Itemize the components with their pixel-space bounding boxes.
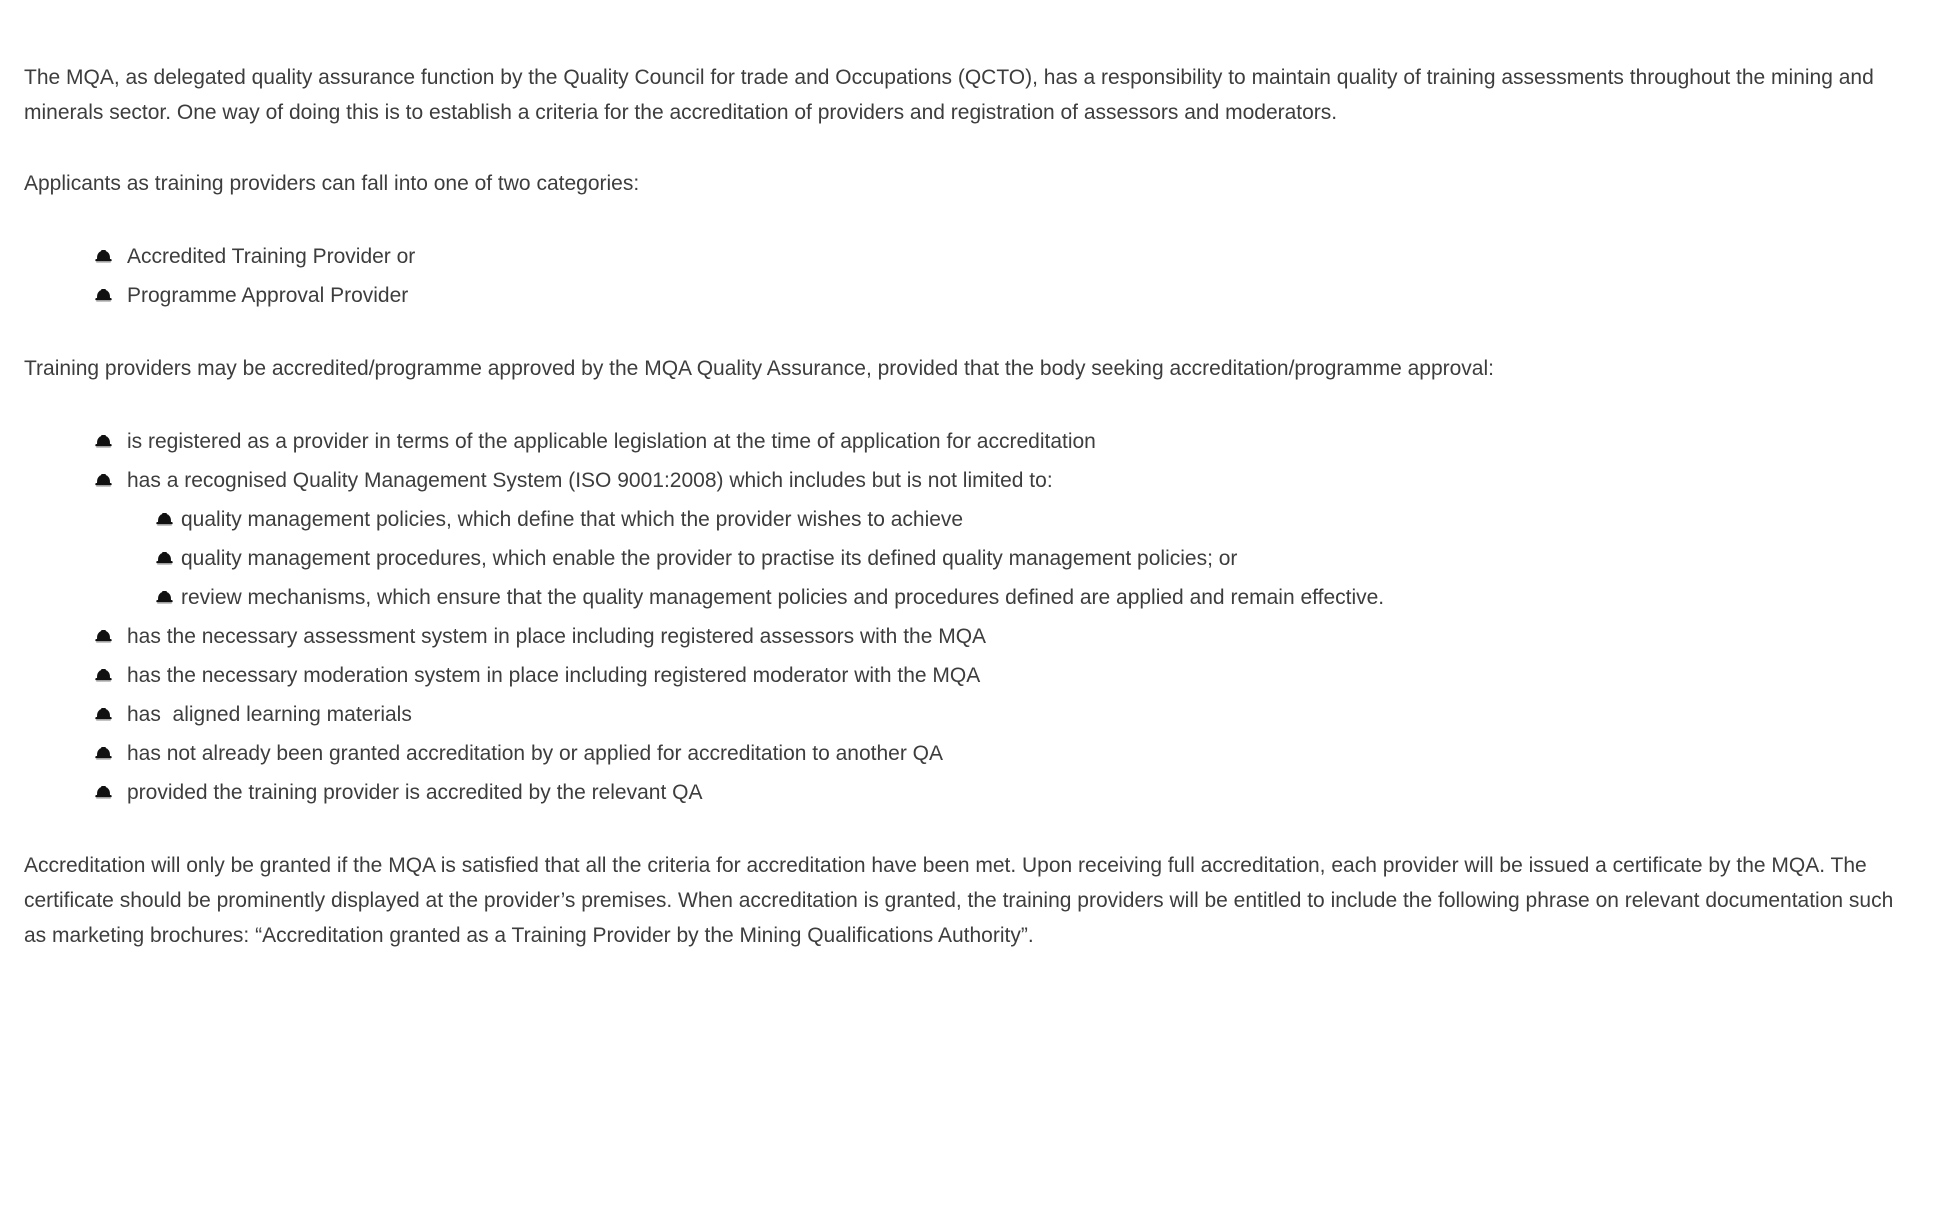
hard-hat-icon (156, 591, 173, 604)
intro-paragraph: The MQA, as delegated quality assurance function by the Quality Council for trade and Occupations (QCTO), has a responsibility to maintain quality of training assessments throughout the mining and minerals sector. One way of doing this is to establish a criteria for the accreditation of providers and registration of assessors and moderators. (24, 66, 1880, 124)
hard-hat-icon (95, 474, 112, 487)
qms-subitem-label: quality management procedures, which enable the provider to practise its defined quality management policies; or (181, 547, 1238, 570)
criteria-item-label: has not already been granted accreditation by or applied for accreditation to another QA (127, 742, 944, 765)
hard-hat-icon (95, 669, 112, 682)
category-list (24, 237, 1911, 315)
hard-hat-icon (156, 552, 173, 565)
criteria-item (24, 461, 1911, 617)
criteria-item (24, 773, 1911, 812)
criteria-item-label: has the necessary assessment system in place including registered assessors with the MQA (127, 625, 987, 648)
criteria-item (24, 734, 1911, 773)
hard-hat-icon (95, 250, 112, 263)
criteria-item-label: has a recognised Quality Management System (ISO 9001:2008) which includes but is not limited to: (127, 469, 1053, 492)
qms-subitem (127, 578, 1911, 617)
criteria-item-label: is registered as a provider in terms of the applicable legislation at the time of application for accreditation (127, 430, 1096, 453)
qms-subitem-label: review mechanisms, which ensure that the quality management policies and procedures defined are applied and remain effective. (181, 586, 1385, 609)
hard-hat-icon (95, 786, 112, 799)
hard-hat-icon (95, 435, 112, 448)
criteria-item (24, 656, 1911, 695)
criteria-item (24, 422, 1911, 461)
qms-subitem-label: quality management policies, which define that which the provider wishes to achieve (181, 508, 964, 531)
hard-hat-icon (95, 708, 112, 721)
qms-subitem (127, 539, 1911, 578)
criteria-list (24, 422, 1911, 812)
criteria-item-label: has the necessary moderation system in place including registered moderator with the MQA (127, 664, 981, 687)
criteria-item (24, 695, 1911, 734)
hard-hat-icon (95, 289, 112, 302)
category-item-label: Accredited Training Provider or (127, 245, 416, 268)
category-item-label: Programme Approval Provider (127, 284, 409, 307)
criteria-item-label: has aligned learning materials (127, 703, 412, 726)
accreditation-paragraph: Accreditation will only be granted if the MQA is satisfied that all the criteria for accreditation have been met. Upon receiving full accreditation, each provider will be issued a certificate by the MQA. The certificate should be prominently displayed at the provider’s premises. When accreditation is granted, the training providers will be entitled to include the following phrase on relevant documentation such as marketing brochures: “Accreditation granted as a Training Provider by the Mining Qualifications Authority”. (24, 854, 1900, 947)
criteria-intro-paragraph: Training providers may be accredited/programme approved by the MQA Quality Assurance, provided that the body seeking accreditation/programme approval: (24, 357, 1494, 380)
criteria-item-label: provided the training provider is accredited by the relevant QA (127, 781, 703, 804)
category-item (24, 276, 1911, 315)
qms-sublist (127, 500, 1911, 617)
categories-intro-paragraph: Applicants as training providers can fall into one of two categories: (24, 172, 640, 195)
criteria-item (24, 617, 1911, 656)
category-item (24, 237, 1911, 276)
hard-hat-icon (156, 513, 173, 526)
hard-hat-icon (95, 747, 112, 760)
qms-subitem (127, 500, 1911, 539)
hard-hat-icon (95, 630, 112, 643)
